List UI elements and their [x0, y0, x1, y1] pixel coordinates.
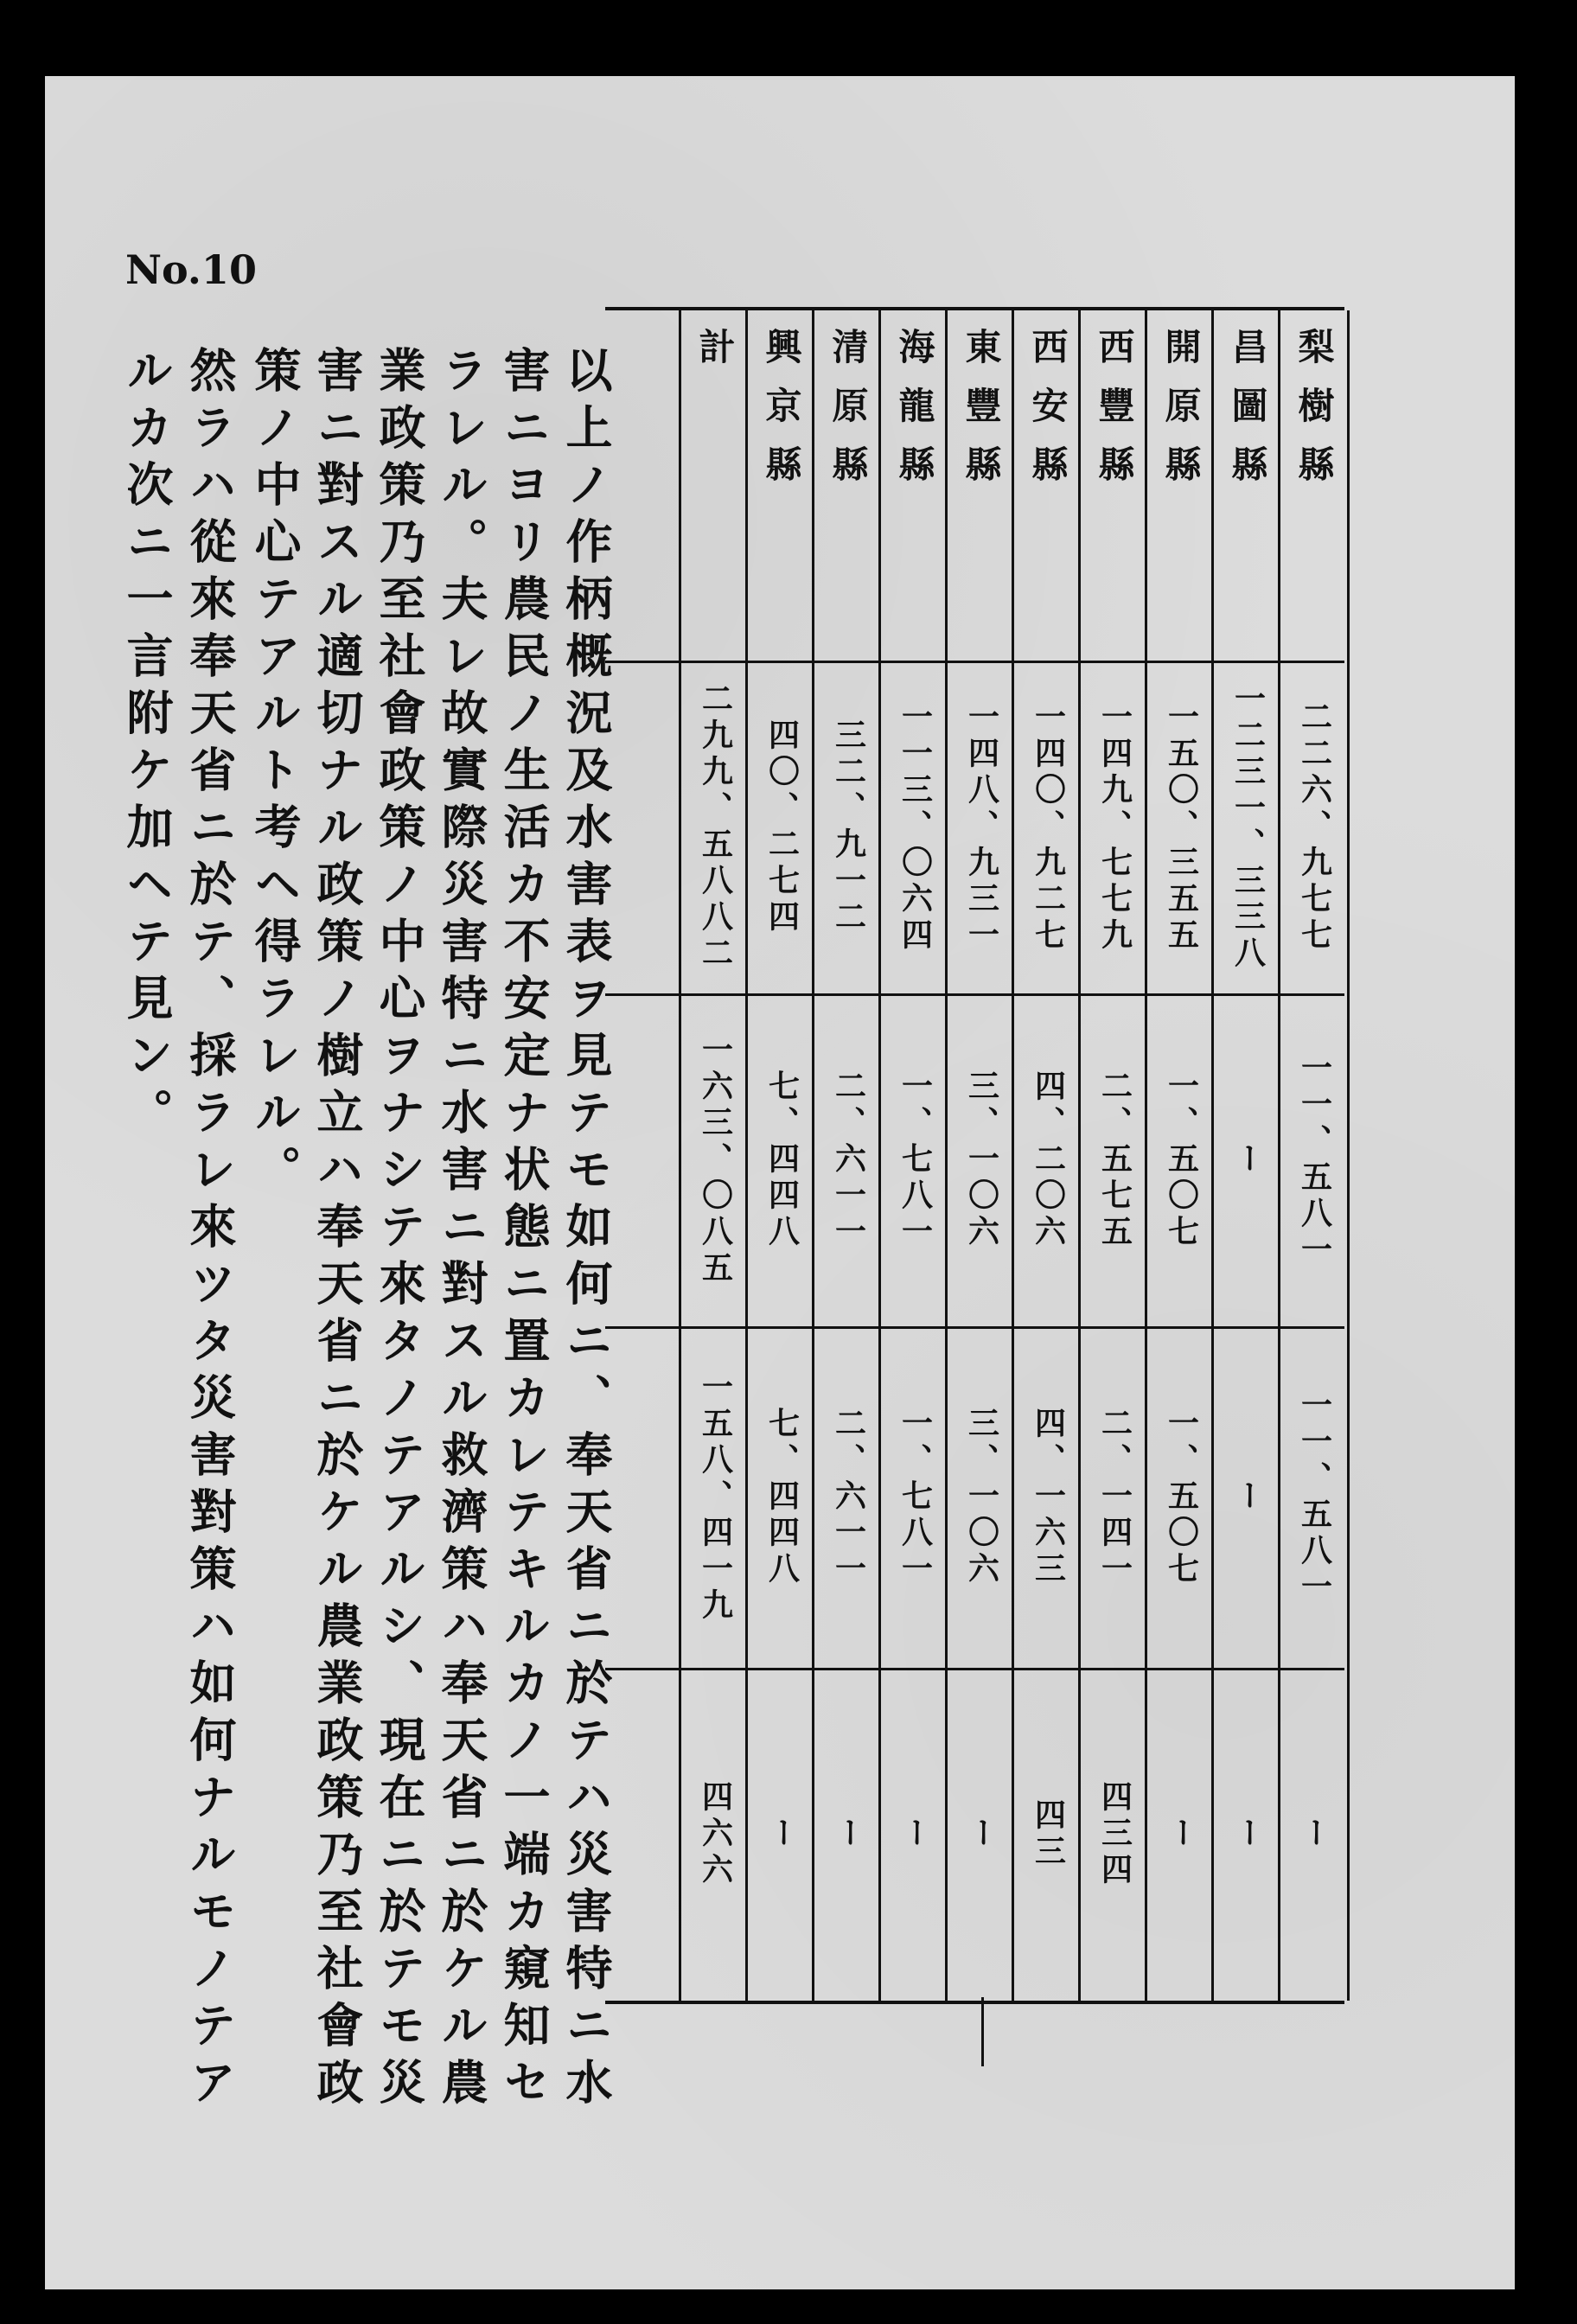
table-value-cell — [1014, 1326, 1081, 1668]
table-column — [1145, 310, 1214, 2001]
table-header-cell — [1147, 310, 1214, 678]
table-value-cell — [748, 1668, 814, 2001]
table-value: ー — [763, 1816, 800, 1853]
table-header-cell — [1014, 310, 1081, 678]
table-header-cell — [814, 310, 881, 678]
table-value-cell — [814, 993, 881, 1326]
table-value-cell — [1081, 993, 1147, 1326]
table-value-cell — [948, 1326, 1014, 1668]
table-value: 四六六 — [697, 1779, 733, 1889]
table-value: 二、六一一 — [830, 1069, 866, 1251]
table-header-cell — [748, 310, 814, 678]
table-value-cell — [1214, 661, 1280, 993]
table-value-cell — [748, 993, 814, 1326]
table-value-cell — [814, 661, 881, 993]
table-value: 四三四 — [1096, 1779, 1133, 1889]
table-value: 一、七八一 — [897, 1406, 933, 1588]
table-value: 四、二〇六 — [1030, 1069, 1066, 1251]
text-column-2: 害ニヨリ農民ノ生活カ不安定ナ状態ニ置カレテキルカノ一端カ窺知セ — [496, 346, 551, 2115]
table-column — [1078, 310, 1147, 2001]
table-value: 二九九、五八八二 — [697, 681, 733, 973]
table-value: 二二六、九七七 — [1296, 699, 1332, 954]
county-name: 西豐縣 — [1093, 328, 1136, 504]
table-value-cell — [1081, 661, 1147, 993]
table-value: ー — [1229, 1816, 1266, 1853]
table-column — [745, 310, 814, 2001]
table-value: 一四八、九三一 — [963, 699, 999, 954]
table-value: 三、一〇六 — [963, 1069, 999, 1251]
table-value-cell — [1147, 1326, 1214, 1668]
table-value-cell — [948, 993, 1014, 1326]
table-value: ー — [1296, 1816, 1332, 1853]
table-value-cell — [881, 993, 948, 1326]
table-value: 一一、五八一 — [1296, 1388, 1332, 1606]
county-name: 梨樹縣 — [1293, 328, 1336, 504]
county-name: 清原縣 — [827, 328, 870, 504]
table-column — [679, 310, 748, 2001]
table-value: 一五〇、三五五 — [1163, 699, 1199, 954]
text-column-7: 然ラハ從來奉天省ニ於テ、採ラレ來ツタ災害對策ハ如何ナルモノテア — [182, 346, 237, 2115]
table-value-cell — [748, 1326, 814, 1668]
table-value: ー — [830, 1816, 866, 1853]
table-value: 二、五七五 — [1096, 1069, 1133, 1251]
text-column-4: 業政策乃至社會政策ノ中心ヲナシテ來タノテアルシ、現在ニ於テモ災 — [372, 346, 426, 2115]
text-column-3: ラレル。夫レ故實際災害特ニ水害ニ對スル救濟策ハ奉天省ニ於ケル農 — [434, 346, 488, 2115]
flood-damage-table — [605, 307, 1344, 2004]
table-value-cell — [1280, 1326, 1347, 1668]
table-value-cell — [1014, 1668, 1081, 2001]
table-value-cell — [881, 1668, 948, 2001]
table-value: 二、六一一 — [830, 1406, 866, 1588]
table-value-cell — [948, 1668, 1014, 2001]
table-value: 二、一四一 — [1096, 1406, 1133, 1588]
table-value-cell — [1081, 1326, 1147, 1668]
county-name: 西安縣 — [1026, 328, 1069, 504]
table-value: 一、七八一 — [897, 1069, 933, 1251]
county-name: 計 — [693, 328, 737, 386]
table-value: 七、四四八 — [763, 1069, 800, 1251]
table-column — [1012, 310, 1081, 2001]
table-value: 一一三、〇六四 — [897, 699, 933, 954]
table-value: ー — [963, 1816, 999, 1853]
county-name: 海龍縣 — [893, 328, 936, 504]
table-value-cell — [1280, 993, 1347, 1326]
table-value: 一、五〇七 — [1163, 1069, 1199, 1251]
table-value: 七、四四八 — [763, 1406, 800, 1588]
text-column-8: ルカ次ニ一言附ケ加ヘテ見ン。 — [119, 346, 174, 1145]
table-value: 一四九、七七九 — [1096, 699, 1133, 954]
table-value-cell — [1280, 1668, 1347, 2001]
table-value: 三二、九一二 — [830, 718, 866, 936]
table-header-cell — [681, 310, 748, 678]
table-value-cell — [1014, 661, 1081, 993]
table-column — [812, 310, 881, 2001]
page-number: No.10 — [125, 246, 257, 293]
table-header-cell — [948, 310, 1014, 678]
county-name: 昌圖縣 — [1226, 328, 1269, 504]
table-value-cell — [681, 993, 748, 1326]
table-value-cell — [881, 1326, 948, 1668]
table-column — [945, 310, 1014, 2001]
text-column-6: 策ノ中心テアルト考ヘ得ラレル。 — [247, 346, 302, 1202]
table-column — [1278, 310, 1350, 2001]
table-value: 一六三、〇八五 — [697, 1032, 733, 1287]
table-value: 一、五〇七 — [1163, 1406, 1199, 1588]
table-value-cell — [1147, 1668, 1214, 2001]
table-value: 四三 — [1030, 1797, 1066, 1871]
table-value: 一二三一、三三八 — [1229, 681, 1266, 973]
table-value-cell — [681, 1668, 748, 2001]
table-value-cell — [1147, 661, 1214, 993]
table-value: 四、一六三 — [1030, 1406, 1066, 1588]
body-text-block — [104, 346, 614, 2144]
table-header-cell — [1280, 310, 1347, 678]
table-column — [878, 310, 948, 2001]
table-value: ー — [897, 1816, 933, 1853]
table-value-cell — [1214, 993, 1280, 1326]
table-header-cell — [881, 310, 948, 678]
table-column — [1211, 310, 1280, 2001]
county-name: 東豐縣 — [960, 328, 1003, 504]
table-value-cell — [681, 661, 748, 993]
table-value-cell — [1214, 1326, 1280, 1668]
table-value: ー — [1163, 1816, 1199, 1853]
text-column-1: 以上ノ作柄概況及水害表ヲ見テモ如何ニ、奉天省ニ於テハ災害特ニ水 — [559, 346, 613, 2115]
table-value-cell — [814, 1668, 881, 2001]
table-header-cell — [1081, 310, 1147, 678]
county-name: 開原縣 — [1159, 328, 1203, 504]
table-value-cell — [681, 1326, 748, 1668]
table-value-cell — [881, 661, 948, 993]
table-value-cell — [1147, 993, 1214, 1326]
text-column-5: 害ニ對スル適切ナル政策ノ樹立ハ奉天省ニ於ケル農業政策乃至社會政 — [310, 346, 364, 2115]
table-value: 三、一〇六 — [963, 1406, 999, 1588]
table-value: ー — [1229, 1478, 1266, 1516]
table-header-cell — [1214, 310, 1280, 678]
table-value: 一四〇、九二七 — [1030, 699, 1066, 954]
table-value-cell — [1214, 1668, 1280, 2001]
table-value-cell — [1081, 1668, 1147, 2001]
table-value: ー — [1229, 1141, 1266, 1178]
table-center-line — [981, 1997, 984, 2066]
table-value: 四〇、二七四 — [763, 718, 800, 936]
table-value: 一五八、四一九 — [697, 1370, 733, 1625]
county-name: 興京縣 — [760, 328, 803, 504]
table-value-cell — [1280, 661, 1347, 993]
table-value-cell — [814, 1326, 881, 1668]
table-value-cell — [948, 661, 1014, 993]
table-value: 一一、五八一 — [1296, 1050, 1332, 1269]
table-value-cell — [1014, 993, 1081, 1326]
table-value-cell — [748, 661, 814, 993]
